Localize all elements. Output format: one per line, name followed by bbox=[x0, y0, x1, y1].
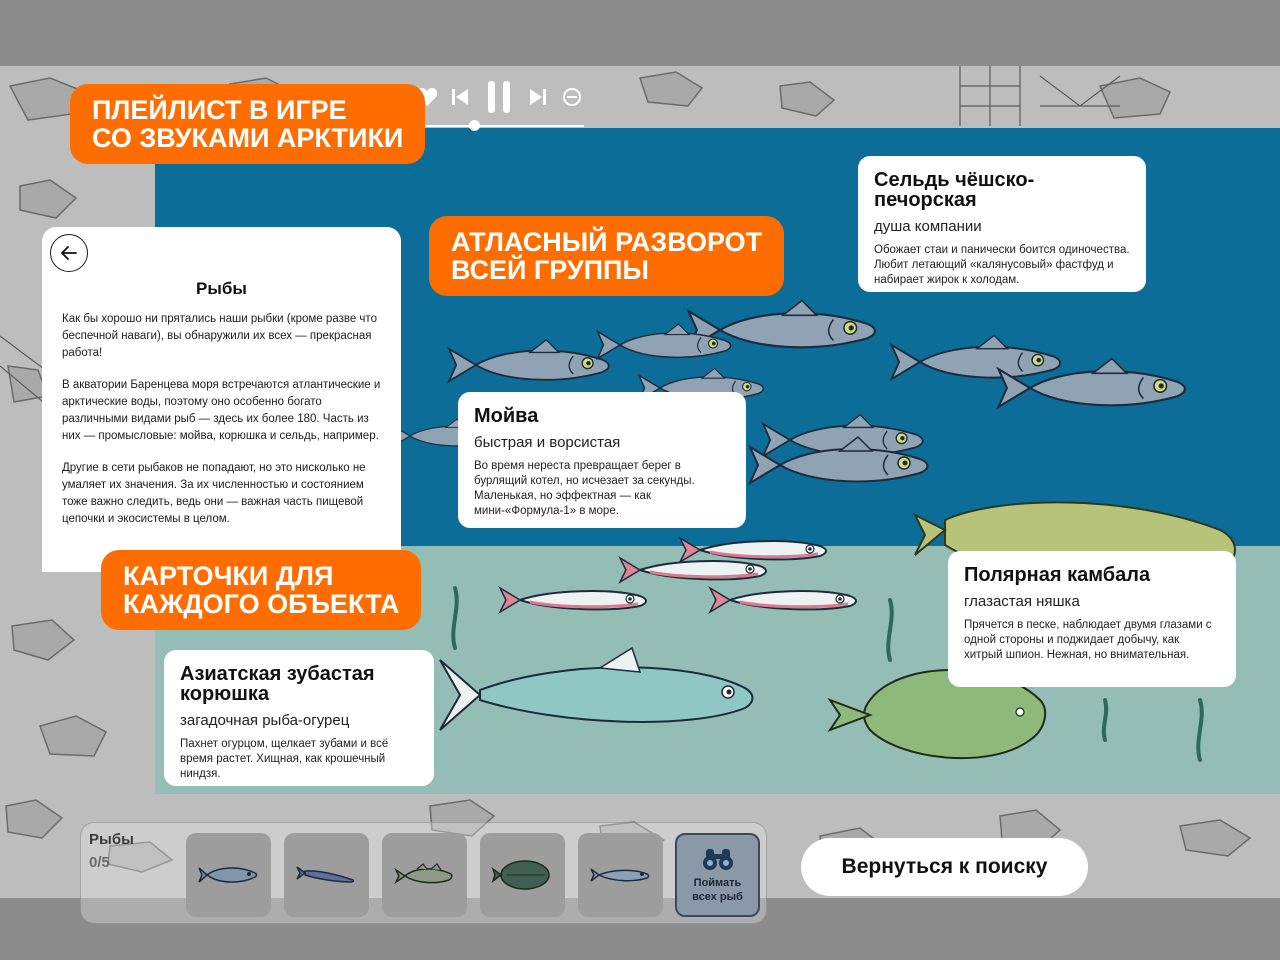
slot-cod[interactable] bbox=[382, 833, 467, 917]
badge-line: ПЛЕЙЛИСТ В ИГРЕ bbox=[92, 95, 347, 125]
slot-capelin[interactable] bbox=[284, 833, 369, 917]
arrow-left-icon bbox=[61, 246, 77, 260]
card-subtitle: душа компании bbox=[874, 218, 982, 235]
card-description: Во время нереста превращает берег в бурлящий котел, но исчезает за секунды. Маленькая, но эффектная — как мини-«Формула-1» в море. bbox=[474, 460, 695, 517]
panel-body bbox=[62, 311, 384, 543]
return-to-search-button[interactable]: Вернуться к поиску bbox=[801, 838, 1088, 896]
card-title: Азиатская зубастая корюшка bbox=[180, 663, 375, 705]
progress-track[interactable] bbox=[414, 125, 584, 127]
pause-icon[interactable] bbox=[482, 80, 516, 114]
card-title: Полярная камбала bbox=[964, 564, 1151, 586]
back-button[interactable] bbox=[50, 234, 88, 272]
card-description: Прячется в песке, наблюдает двумя глазами с одной стороны и поджидает добычу, как хитрый шпион. Нежная, но внимательная. bbox=[964, 619, 1212, 661]
card-description: Обожает стаи и панически боится одиночества. Любит летающий «калянусовый» фастфуд и набирает жирок к холодам. bbox=[874, 244, 1130, 286]
card-title: Сельдь чёшско-печорская bbox=[874, 169, 1035, 211]
cod-icon bbox=[393, 862, 457, 888]
flounder-card[interactable] bbox=[948, 551, 1236, 687]
capelin-icon bbox=[295, 862, 359, 888]
card-description: Пахнет огурцом, щелкает зубами и всё время растет. Хищная, как крошечный ниндзя. bbox=[180, 738, 389, 780]
panel-paragraph: Другие в сети рыбаков не попадают, но это нисколько не умаляет их значения. За их численностью и состоянием тоже важно следить, ведь они — важная часть пищевой цепочки и экосистемы в целом. bbox=[62, 462, 366, 525]
minus-circle-icon[interactable] bbox=[560, 80, 584, 114]
catch-label-line: Поймать bbox=[693, 877, 742, 889]
card-title: Мойва bbox=[474, 405, 539, 427]
badge-line: ВСЕЙ ГРУППЫ bbox=[451, 255, 649, 285]
badge-line: КАРТОЧКИ ДЛЯ bbox=[123, 561, 334, 591]
card-subtitle: глазастая няшка bbox=[964, 593, 1080, 610]
binoculars-icon bbox=[701, 846, 735, 872]
smelt-card[interactable] bbox=[164, 650, 434, 786]
playlist-badge bbox=[70, 84, 425, 164]
skip-back-icon[interactable] bbox=[448, 80, 472, 114]
cards-badge bbox=[101, 550, 421, 630]
tray-count: 0/5 bbox=[89, 854, 110, 871]
catch-label-line: всех рыб bbox=[692, 891, 743, 903]
atlas-badge bbox=[429, 216, 784, 296]
audio-player bbox=[412, 74, 588, 134]
tray-label: Рыбы bbox=[89, 831, 134, 848]
herring-card[interactable] bbox=[858, 156, 1146, 292]
capelin-card[interactable] bbox=[458, 392, 746, 528]
flounder-icon bbox=[491, 858, 555, 892]
slot-smelt[interactable] bbox=[578, 833, 663, 917]
slot-herring[interactable] bbox=[186, 833, 271, 917]
smelt-icon bbox=[589, 862, 653, 888]
progress-knob[interactable] bbox=[469, 120, 480, 131]
panel-paragraph: Как бы хорошо ни прятались наши рыбки (кроме разве что беспечной наваги), вы обнаружили их всех — прекрасная работа! bbox=[62, 313, 377, 359]
badge-line: АТЛАСНЫЙ РАЗВОРОТ bbox=[451, 227, 763, 257]
panel-paragraph: В акватории Баренцева моря встречаются атлантические и арктические воды, поэтому оно особенно богато различными видами рыб — здесь их более 180. Часть из них — промысловые: мойва, корюшка и сельдь, например. bbox=[62, 379, 381, 442]
fish-info-panel bbox=[42, 227, 401, 572]
card-subtitle: быстрая и ворсистая bbox=[474, 434, 621, 451]
badge-line: КАЖДОГО ОБЪЕКТА bbox=[123, 589, 400, 619]
skip-forward-icon[interactable] bbox=[526, 80, 550, 114]
collection-tray bbox=[80, 822, 767, 924]
badge-line: СО ЗВУКАМИ АРКТИКИ bbox=[92, 123, 404, 153]
catch-all-button[interactable] bbox=[675, 833, 760, 917]
panel-title: Рыбы bbox=[196, 279, 247, 298]
herring-icon bbox=[197, 862, 261, 888]
slot-flounder[interactable] bbox=[480, 833, 565, 917]
card-subtitle: загадочная рыба-огурец bbox=[180, 712, 350, 729]
